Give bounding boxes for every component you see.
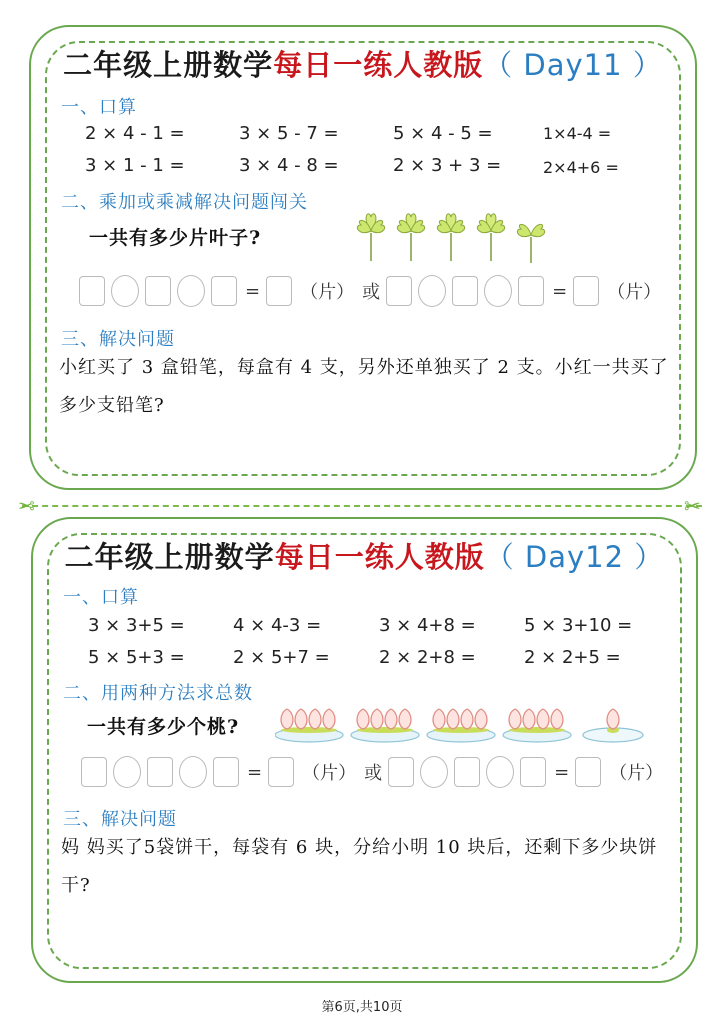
result-box[interactable] bbox=[575, 757, 601, 787]
equation: 5 × 3+10 = bbox=[524, 615, 633, 636]
number-box[interactable] bbox=[81, 757, 107, 787]
title-daily: 每日一练人教版 bbox=[274, 540, 485, 574]
equation: 2×4+6 = bbox=[543, 158, 619, 177]
or-label: 或 bbox=[364, 763, 383, 784]
question-text: 一共有多少片叶子? bbox=[89, 227, 262, 249]
equation: 2 × 5+7 = bbox=[233, 647, 330, 668]
number-box[interactable] bbox=[520, 757, 546, 787]
equation: 3 × 3+5 = bbox=[88, 615, 185, 636]
operator-circle[interactable] bbox=[418, 275, 446, 307]
card-title bbox=[33, 535, 696, 576]
result-box[interactable] bbox=[268, 757, 294, 787]
title-day: （ Day12 ） bbox=[484, 540, 665, 574]
number-box[interactable] bbox=[211, 276, 237, 306]
title-grade: 二年级上册数学 bbox=[64, 540, 275, 574]
problem-text: 小红买了 3 盒铅笔，每盒有 4 支，另外还单独买了 2 支。小红一共买了多少支铅笔? bbox=[59, 357, 669, 416]
equals-sign: = bbox=[552, 280, 568, 302]
equation: 2 × 4 - 1 = bbox=[85, 123, 185, 144]
section-heading-mental-math: 一、口算 bbox=[61, 97, 137, 118]
title-grade: 二年级上册数学 bbox=[63, 48, 274, 82]
section-heading-mental-math: 一、口算 bbox=[63, 587, 139, 608]
equation: 3 × 1 - 1 = bbox=[85, 155, 185, 176]
equation: 1×4-4 = bbox=[543, 124, 612, 143]
number-box[interactable] bbox=[452, 276, 478, 306]
clover-icon bbox=[353, 207, 553, 265]
section-heading-solve: 三、解决问题 bbox=[63, 809, 177, 830]
number-box[interactable] bbox=[147, 757, 173, 787]
section-heading-word-problem: 二、乘加或乘减解决问题闯关 bbox=[61, 192, 308, 213]
cut-line bbox=[22, 505, 702, 507]
unit-label: （片） bbox=[607, 282, 662, 303]
operator-circle[interactable] bbox=[484, 275, 512, 307]
question-text: 一共有多少个桃? bbox=[87, 716, 240, 738]
equals-sign: = bbox=[247, 761, 263, 783]
or-label: 或 bbox=[362, 282, 381, 303]
number-box[interactable] bbox=[79, 276, 105, 306]
equation: 5 × 5+3 = bbox=[88, 647, 185, 668]
section-heading-two-methods: 二、用两种方法求总数 bbox=[63, 683, 253, 704]
scissors-icon: ✂ bbox=[18, 494, 35, 518]
worksheet-card-day11 bbox=[29, 25, 697, 490]
operator-circle[interactable] bbox=[113, 756, 141, 788]
equation: 3 × 5 - 7 = bbox=[239, 123, 339, 144]
section-heading-solve: 三、解决问题 bbox=[61, 329, 175, 350]
number-box[interactable] bbox=[145, 276, 171, 306]
number-box[interactable] bbox=[388, 757, 414, 787]
equation: 2 × 2+8 = bbox=[379, 647, 476, 668]
peach-picture bbox=[275, 705, 647, 745]
clover-picture bbox=[353, 207, 553, 265]
equation: 3 × 4+8 = bbox=[379, 615, 476, 636]
equation: 2 × 2+5 = bbox=[524, 647, 621, 668]
unit-label: （片） bbox=[300, 282, 355, 303]
number-box[interactable] bbox=[518, 276, 544, 306]
equation: 5 × 4 - 5 = bbox=[393, 123, 493, 144]
equals-sign: = bbox=[554, 761, 570, 783]
operator-circle[interactable] bbox=[111, 275, 139, 307]
number-box[interactable] bbox=[213, 757, 239, 787]
equation: 4 × 4-3 = bbox=[233, 615, 322, 636]
card-title bbox=[31, 43, 695, 84]
operator-circle[interactable] bbox=[177, 275, 205, 307]
answer-row bbox=[79, 275, 667, 307]
equals-sign: = bbox=[245, 280, 261, 302]
operator-circle[interactable] bbox=[486, 756, 514, 788]
peach-plate-icon bbox=[275, 705, 647, 745]
number-box[interactable] bbox=[454, 757, 480, 787]
title-day: （ Day11 ） bbox=[483, 48, 663, 82]
unit-label: （片） bbox=[302, 763, 357, 784]
equation: 2 × 3 + 3 = bbox=[393, 155, 502, 176]
worksheet-card-day12 bbox=[31, 517, 698, 983]
result-box[interactable] bbox=[266, 276, 292, 306]
page-number: 第6页,共10页 bbox=[321, 1000, 403, 1015]
number-box[interactable] bbox=[386, 276, 412, 306]
equation: 3 × 4 - 8 = bbox=[239, 155, 339, 176]
unit-label: （片） bbox=[609, 763, 664, 784]
operator-circle[interactable] bbox=[179, 756, 207, 788]
problem-text: 妈 妈买了5袋饼干，每袋有 6 块，分给小明 10 块后，还剩下多少块饼干? bbox=[61, 837, 658, 896]
result-box[interactable] bbox=[573, 276, 599, 306]
title-daily: 每日一练人教版 bbox=[273, 48, 484, 82]
scissors-icon: ✂ bbox=[684, 494, 701, 518]
answer-row bbox=[81, 756, 669, 788]
operator-circle[interactable] bbox=[420, 756, 448, 788]
